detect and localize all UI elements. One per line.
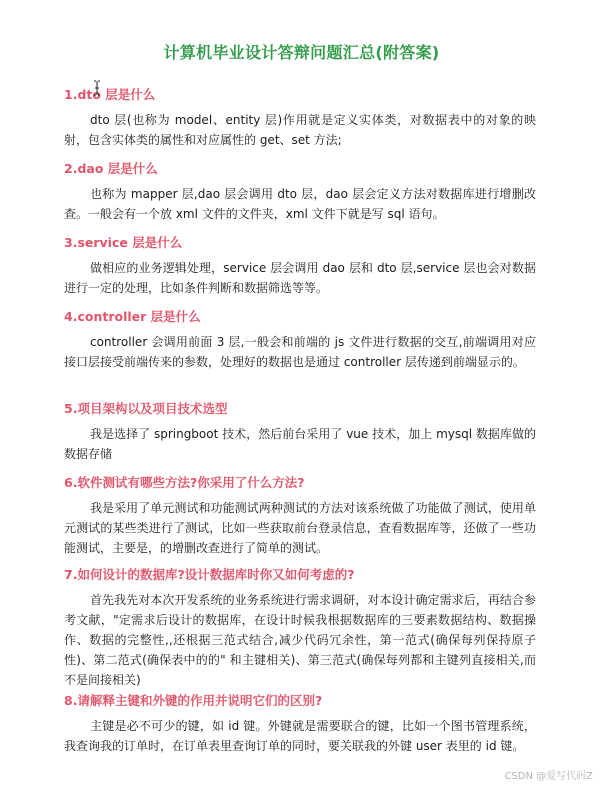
qa-section-3	[64, 234, 536, 298]
text-cursor-icon	[93, 80, 101, 96]
qa-section-8	[64, 692, 536, 756]
question-heading: 3.service 层是什么	[64, 235, 183, 250]
qa-section-2	[64, 160, 536, 224]
watermark: CSDN @爱写代码Z	[504, 771, 593, 782]
answer-paragraph: 做相应的业务逻辑处理，service 层会调用 dao 层和 dto 层,service 层也会对数据进行一定的处理，比如条件判断和数据筛选等等。	[64, 261, 536, 295]
answer-paragraph: 首先我先对本次开发系统的业务系统进行需求调研，对本设计确定需求后，再结合参考文献，"定需求后设计的数据库，在设计时候我根据数据库的三要素数据结构、数据操作、数据的完整性,,还根据三范式结合,减少代码冗余性，第一范式(确保每列保持原子性)、第二范式(确保表中的的" 和主键相关)、第三范式(确保每列都和主键列直接相关,而不是间接相关)	[64, 593, 536, 687]
qa-section-7	[64, 566, 536, 690]
qa-section-4	[64, 308, 536, 372]
answer-paragraph: 也称为 mapper 层,dao 层会调用 dto 层，dao 层会定义方法对数据库进行增删改查。一般会有一个放 xml 文件的文件夹，xml 文件下就是写 sql 语句。	[64, 187, 536, 221]
document-title: 计算机毕业设计答辩问题汇总(附答案)	[163, 43, 440, 62]
answer-paragraph: 主键是必不可少的键，如 id 键。外键就是需要联合的键，比如一个图书管理系统，我查询我的订单时，在订单表里查询订单的同时，要关联我的外键 user 表里的 id 键。	[64, 719, 536, 753]
question-heading: 6.软件测试有哪些方法?你采用了什么方法?	[64, 475, 305, 490]
answer-paragraph: 我是采用了单元测试和功能测试两种测试的方法对该系统做了功能做了测试，使用单元测试的某些类进行了测试，比如一些获取前台登录信息，查看数据库等，还做了一些功能测试，主要是，的增删改查进行了简单的测试。	[64, 501, 536, 555]
qa-section-1	[64, 86, 536, 150]
question-heading: 5.项目架构以及项目技术选型	[64, 401, 228, 416]
qa-section-6	[64, 474, 536, 558]
question-heading: 1.dto 层是什么	[64, 87, 156, 102]
answer-paragraph: controller 会调用前面 3 层,一般会和前端的 js 文件进行数据的交互,前端调用对应接口层接受前端传来的参数，处理好的数据也是通过 controller 层传递到前端显示的。	[64, 335, 536, 369]
question-heading: 8.请解释主键和外键的作用并说明它们的区别?	[64, 693, 323, 708]
question-heading: 7.如何设计的数据库?设计数据库时你又如何考虑的?	[64, 567, 355, 582]
question-heading: 2.dao 层是什么	[64, 161, 158, 176]
question-heading: 4.controller 层是什么	[64, 309, 201, 324]
qa-section-5	[64, 400, 536, 464]
answer-paragraph: dto 层(也称为 model、entity 层)作用就是定义实体类，对数据表中的对象的映射，包含实体类的属性和对应属性的 get、set 方法;	[64, 113, 536, 147]
answer-paragraph: 我是选择了 springboot 技术，然后前台采用了 vue 技术，加上 mysql 数据库做的数据存储	[64, 427, 536, 461]
